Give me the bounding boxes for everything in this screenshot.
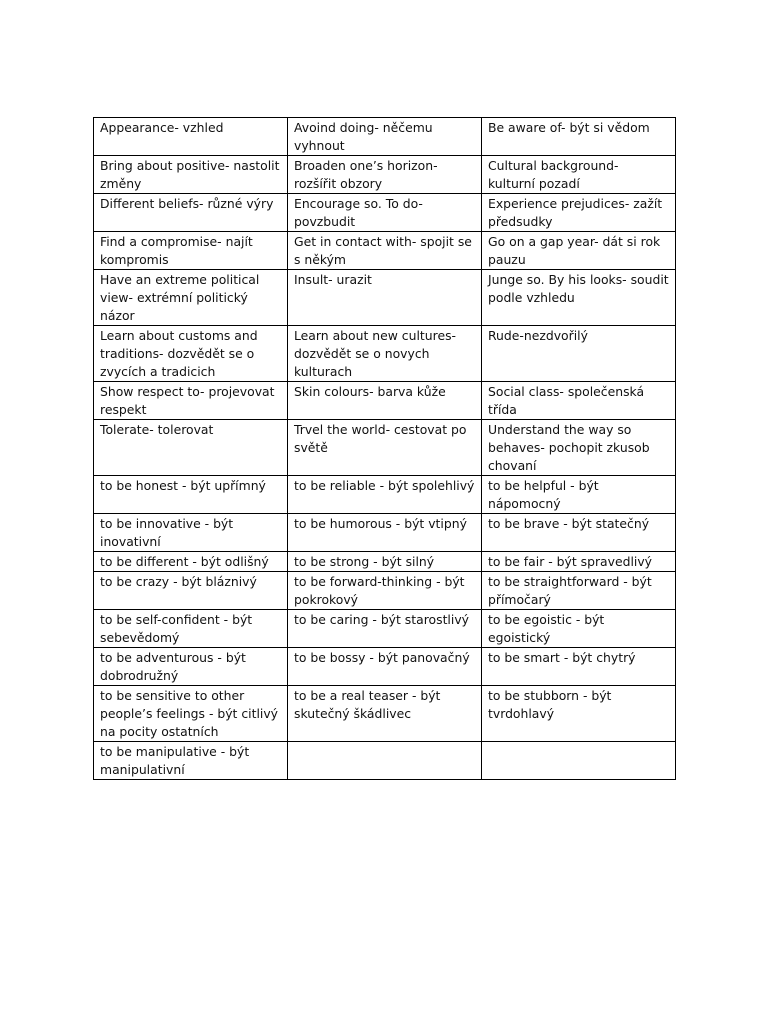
table-cell: to be forward-thinking - být pokrokový	[288, 572, 482, 610]
table-cell: Bring about positive- nastolit změny	[94, 156, 288, 194]
table-cell: to be strong - být silný	[288, 552, 482, 572]
table-cell: Different beliefs- různé výry	[94, 194, 288, 232]
table-cell: to be innovative - být inovativní	[94, 514, 288, 552]
table-cell: Be aware of- být si vědom	[482, 118, 676, 156]
table-row	[94, 610, 676, 648]
table-cell: to be brave - být statečný	[482, 514, 676, 552]
table-cell: Junge so. By his looks- soudit podle vzhledu	[482, 270, 676, 326]
table-cell: Rude-nezdvořilý	[482, 326, 676, 382]
table-cell: to be sensitive to other people’s feelings - být citlivý na pocity ostatních	[94, 686, 288, 742]
table-cell: to be reliable - být spolehlivý	[288, 476, 482, 514]
table-cell: to be bossy - být panovačný	[288, 648, 482, 686]
table-row	[94, 552, 676, 572]
table-cell: Social class- společenská třída	[482, 382, 676, 420]
table-cell: Trvel the world- cestovat po světě	[288, 420, 482, 476]
table-row	[94, 194, 676, 232]
table-cell: Insult- urazit	[288, 270, 482, 326]
table-cell: Skin colours- barva kůže	[288, 382, 482, 420]
table-cell: to be manipulative - být manipulativní	[94, 742, 288, 780]
table-cell: to be straightforward - být přímočarý	[482, 572, 676, 610]
table-cell: to be adventurous - být dobrodružný	[94, 648, 288, 686]
table-cell: Get in contact with- spojit se s někým	[288, 232, 482, 270]
vocabulary-table-body	[94, 118, 676, 780]
table-row	[94, 118, 676, 156]
table-cell: Tolerate- tolerovat	[94, 420, 288, 476]
table-cell: Find a compromise- najít kompromis	[94, 232, 288, 270]
table-cell: Understand the way so behaves- pochopit zkusob chovaní	[482, 420, 676, 476]
table-cell: Have an extreme political view- extrémní politický názor	[94, 270, 288, 326]
table-cell: Learn about new cultures- dozvědět se o novych kulturach	[288, 326, 482, 382]
table-row	[94, 326, 676, 382]
table-cell: to be fair - být spravedlivý	[482, 552, 676, 572]
table-row	[94, 382, 676, 420]
table-cell: Learn about customs and traditions- dozvědět se o zvycích a tradicich	[94, 326, 288, 382]
table-row	[94, 270, 676, 326]
table-row	[94, 686, 676, 742]
table-row	[94, 514, 676, 552]
table-cell: to be self-confident - být sebevědomý	[94, 610, 288, 648]
vocabulary-table	[93, 117, 676, 780]
table-cell: Broaden one’s horizon- rozšířit obzory	[288, 156, 482, 194]
table-row	[94, 572, 676, 610]
table-cell: to be humorous - být vtipný	[288, 514, 482, 552]
table-cell: to be egoistic - být egoistický	[482, 610, 676, 648]
table-row	[94, 232, 676, 270]
table-cell: Experience prejudices- zažít předsudky	[482, 194, 676, 232]
table-cell: Appearance- vzhled	[94, 118, 288, 156]
table-row	[94, 648, 676, 686]
table-row	[94, 156, 676, 194]
table-cell	[482, 742, 676, 780]
table-row	[94, 742, 676, 780]
table-cell: to be honest - být upřímný	[94, 476, 288, 514]
table-cell: Cultural background- kulturní pozadí	[482, 156, 676, 194]
table-cell: to be smart - být chytrý	[482, 648, 676, 686]
table-cell: Avoind doing- něčemu vyhnout	[288, 118, 482, 156]
table-cell: Go on a gap year- dát si rok pauzu	[482, 232, 676, 270]
table-row	[94, 476, 676, 514]
table-cell: to be crazy - být bláznivý	[94, 572, 288, 610]
table-cell	[288, 742, 482, 780]
table-cell: Show respect to- projevovat respekt	[94, 382, 288, 420]
table-cell: to be stubborn - být tvrdohlavý	[482, 686, 676, 742]
table-cell: Encourage so. To do- povzbudit	[288, 194, 482, 232]
table-row	[94, 420, 676, 476]
table-cell: to be a real teaser - být skutečný škádlivec	[288, 686, 482, 742]
table-cell: to be different - být odlišný	[94, 552, 288, 572]
table-cell: to be helpful - být nápomocný	[482, 476, 676, 514]
table-cell: to be caring - být starostlivý	[288, 610, 482, 648]
